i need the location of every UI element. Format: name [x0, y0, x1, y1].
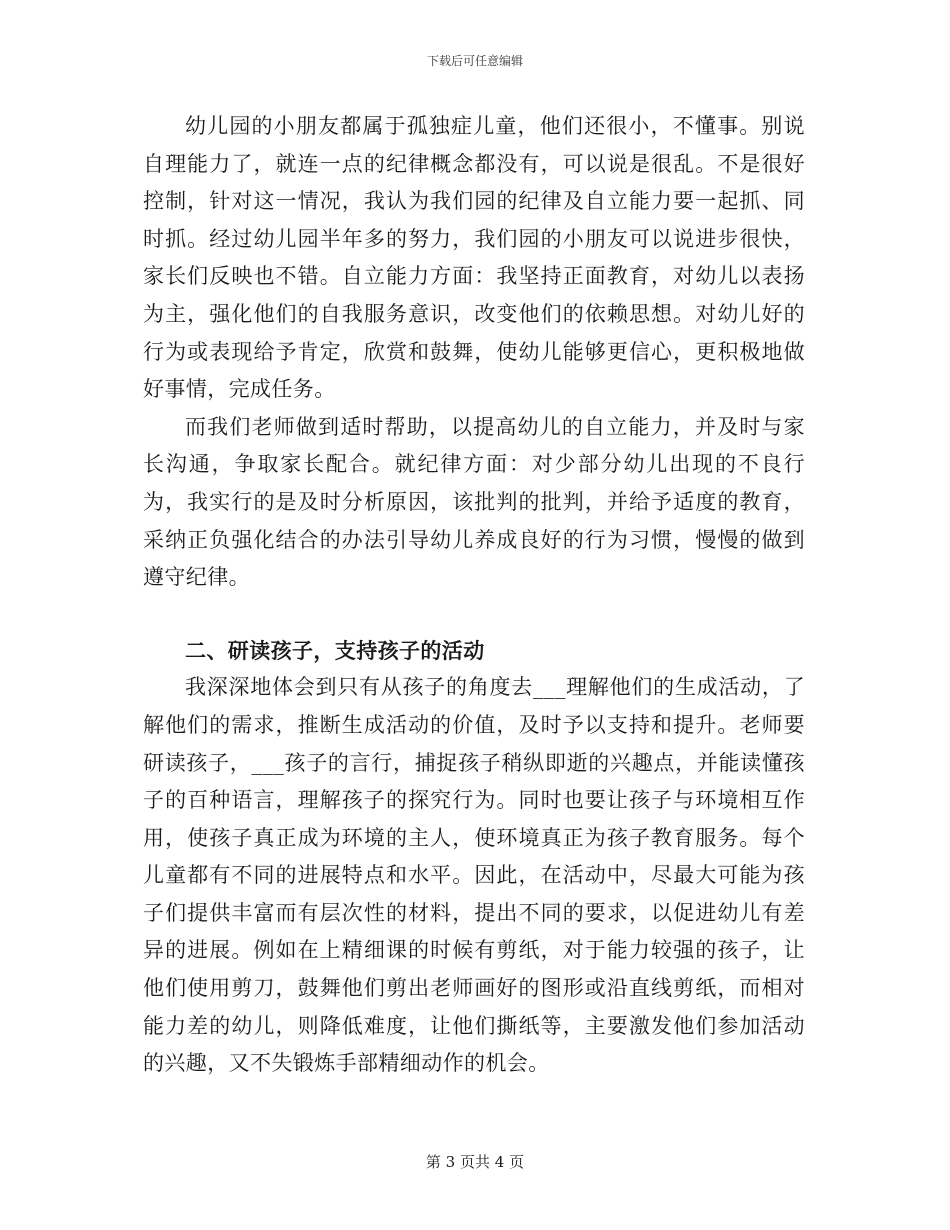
paragraph-study-children: 我深深地体会到只有从孩子的角度去___理解他们的生成活动，了解他们的需求，推断生成活动的价值，及时予以支持和提升。老师要研读孩子，___孩子的言行，捕捉孩子稍纵即逝的兴趣点，并能读懂孩子的百种语言，理解孩子的探究行为。同时也要让孩子与环境相互作用，使孩子真正成为环境的主人，使环境真正为孩子教育服务。每个儿童都有不同的进展特点和水平。因此，在活动中，尽最大可能为孩子们提供丰富而有层次性的材料，提出不同的要求，以促进幼儿有差异的进展。例如在上精细课的时候有剪纸，对于能力较强的孩子，让他们使用剪刀，鼓舞他们剪出老师画好的图形或沿直线剪纸，而相对能力差的幼儿，则降低难度，让他们撕纸等，主要激发他们参加活动的兴趣，又不失锻炼手部精细动作的机会。 — [143, 675, 805, 1076]
paragraph-teacher-help: 而我们老师做到适时帮助，以提高幼儿的自立能力，并及时与家长沟通，争取家长配合。就纪律方面：对少部分幼儿出现的不良行为，我实行的是及时分析原因，该批判的批判，并给予适度的教育，采纳正负强化结合的办法引导幼儿养成良好的行为习惯，慢慢的做到遵守纪律。 — [143, 414, 805, 590]
paragraph-self-care-discipline: 幼儿园的小朋友都属于孤独症儿童，他们还很小，不懂事。别说自理能力了，就连一点的纪律概念都没有，可以说是很乱。不是很好控制，针对这一情况，我认为我们园的纪律及自立能力要一起抓、同时抓。经过幼儿园半年多的努力，我们园的小朋友可以说进步很快，家长们反映也不错。自立能力方面：我坚持正面教育，对幼儿以表扬为主，强化他们的自我服务意识，改变他们的依赖思想。对幼儿好的行为或表现给予肯定，欣赏和鼓舞，使幼儿能够更信心，更积极地做好事情，完成任务。 — [143, 114, 805, 402]
page-number: 第 3 页共 4 页 — [425, 1153, 525, 1171]
section-heading: 二、研读孩子，支持孩子的活动 — [185, 637, 485, 663]
page-header-note: 下载后可任意编辑 — [426, 54, 523, 68]
document-body — [143, 108, 805, 1083]
